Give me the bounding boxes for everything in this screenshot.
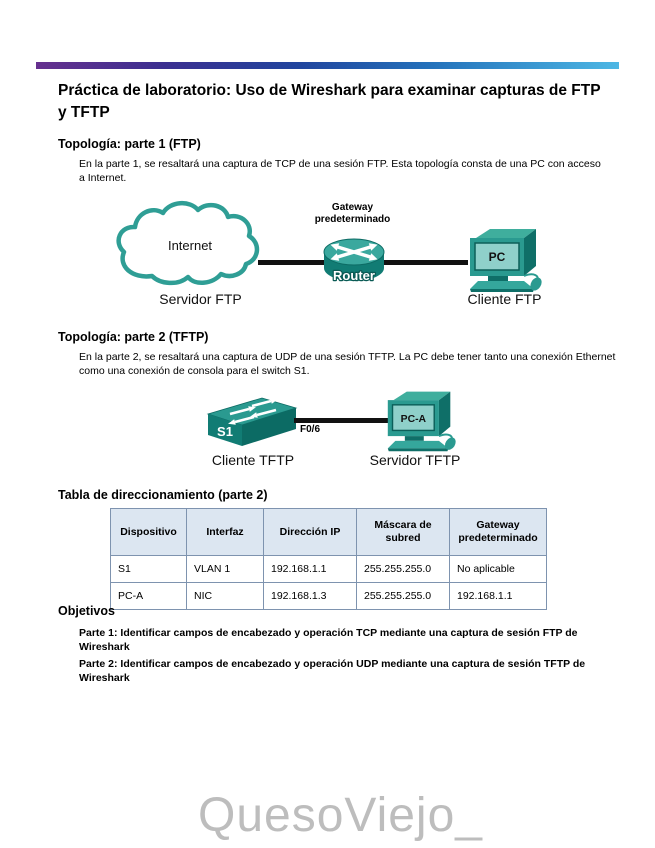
col-header-mask: Máscara de subred bbox=[357, 509, 450, 556]
col-header-ip: Dirección IP bbox=[264, 509, 357, 556]
tftp-server-caption: Servidor TFTP bbox=[369, 452, 461, 468]
cell-interface: VLAN 1 bbox=[187, 556, 264, 583]
section-heading-topology-2: Topología: parte 2 (TFTP) bbox=[58, 330, 209, 344]
section-heading-addressing-table: Tabla de direccionamiento (parte 2) bbox=[58, 488, 268, 502]
col-header-device: Dispositivo bbox=[111, 509, 187, 556]
ftp-server-caption: Servidor FTP bbox=[159, 291, 242, 307]
table-row bbox=[111, 583, 547, 610]
cell-ip: 192.168.1.1 bbox=[264, 556, 357, 583]
cell-gateway: No aplicable bbox=[450, 556, 547, 583]
col-header-gateway: Gateway predeterminado bbox=[450, 509, 547, 556]
tftp-client-caption: Cliente TFTP bbox=[211, 452, 295, 468]
connection-line-switch-pc bbox=[294, 418, 388, 423]
cell-interface: NIC bbox=[187, 583, 264, 610]
cell-mask: 255.255.255.0 bbox=[357, 583, 450, 610]
cell-device: S1 bbox=[111, 556, 187, 583]
connection-line-router-pc bbox=[384, 260, 468, 265]
network-diagram-tftp bbox=[170, 386, 490, 476]
cell-gateway: 192.168.1.1 bbox=[450, 583, 547, 610]
watermark: QuesoViejo_ bbox=[198, 789, 483, 842]
header-accent-bar bbox=[36, 62, 619, 69]
cell-ip: 192.168.1.3 bbox=[264, 583, 357, 610]
interface-label-f06: F0/6 bbox=[300, 424, 321, 435]
internet-cloud-icon bbox=[112, 198, 272, 293]
objective-part-2: Parte 2: Identificar campos de encabezado y operación UDP mediante una captura de sesión TFTP de Wireshark bbox=[79, 658, 586, 684]
switch-label: S1 bbox=[217, 424, 233, 439]
table-row bbox=[111, 556, 547, 583]
section-heading-objectives: Objetivos bbox=[58, 604, 115, 618]
page-title: Práctica de laboratorio: Uso de Wireshark para examinar capturas de FTP y TFTP bbox=[58, 82, 601, 121]
table-header-row bbox=[111, 509, 547, 556]
objective-part-1: Parte 1: Identificar campos de encabezado y operación TCP mediante una captura de sesión FTP de Wireshark bbox=[79, 627, 578, 653]
router-label: Router bbox=[333, 268, 375, 283]
connection-line-cloud-router bbox=[258, 260, 326, 265]
pc-icon bbox=[466, 226, 542, 292]
cell-device: PC-A bbox=[111, 583, 187, 610]
gateway-label: Gateway predeterminado bbox=[314, 202, 391, 225]
pc-screen-label: PC bbox=[488, 250, 506, 264]
switch-icon bbox=[206, 392, 298, 450]
pc-a-icon bbox=[384, 388, 456, 452]
cell-mask: 255.255.255.0 bbox=[357, 556, 450, 583]
router-icon bbox=[322, 232, 386, 290]
topology-1-description: En la parte 1, se resaltará una captura de TCP de una sesión FTP. Esta topología consta de una PC con acceso a Internet. bbox=[79, 158, 601, 184]
section-heading-topology-1: Topología: parte 1 (FTP) bbox=[58, 137, 201, 151]
ftp-client-caption: Cliente FTP bbox=[467, 291, 542, 307]
network-diagram-ftp bbox=[100, 196, 560, 318]
pc-a-screen-label: PC-A bbox=[400, 413, 427, 425]
col-header-interface: Interfaz bbox=[187, 509, 264, 556]
topology-2-description: En la parte 2, se resaltará una captura de UDP de una sesión TFTP. La PC debe tener tanto una conexión Ethernet como una conexión de consola para el switch S1. bbox=[79, 351, 616, 377]
addressing-table bbox=[110, 508, 547, 610]
cloud-label: Internet bbox=[167, 238, 213, 253]
